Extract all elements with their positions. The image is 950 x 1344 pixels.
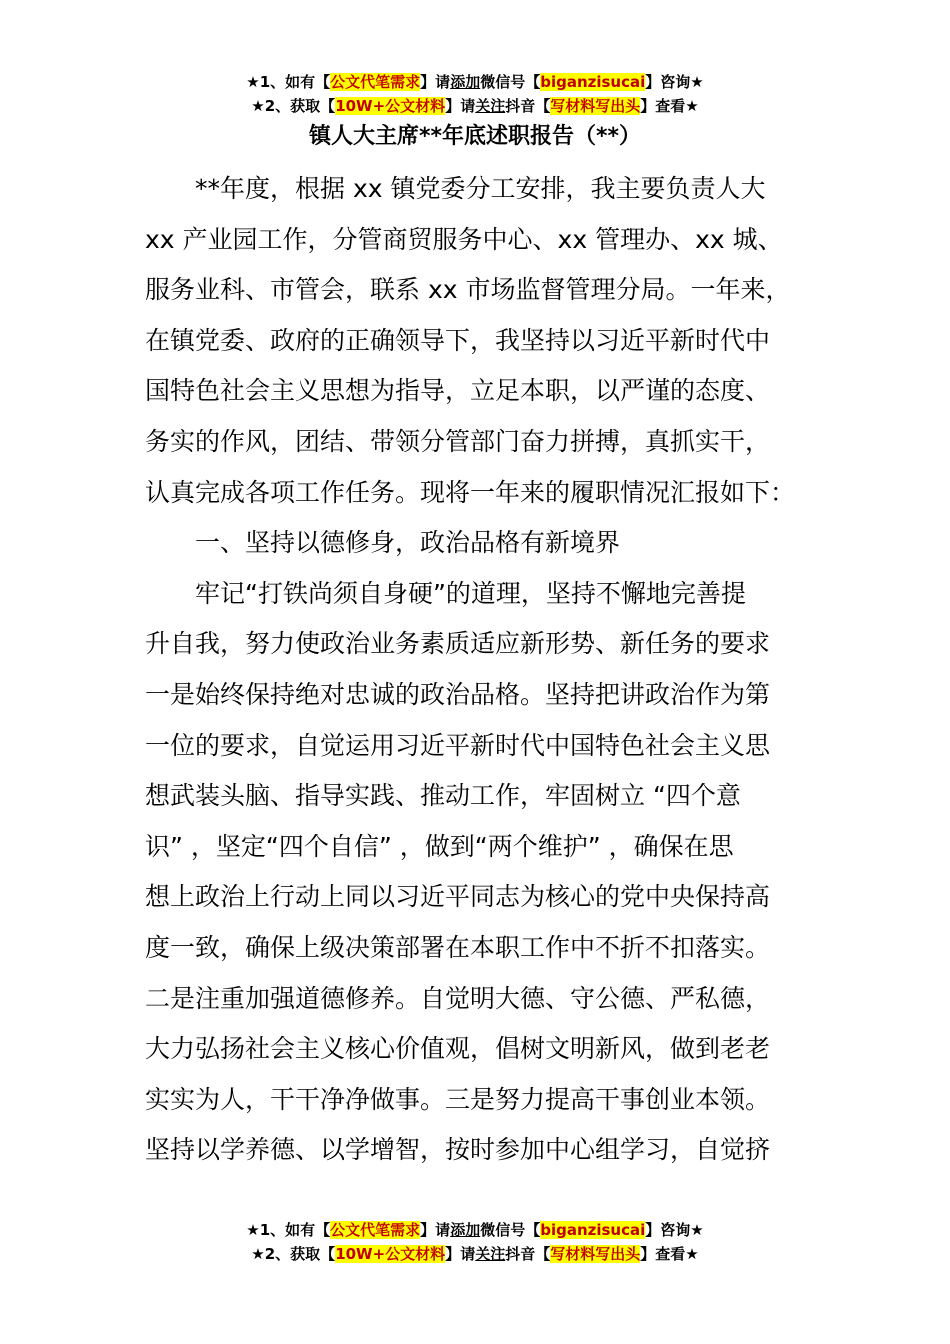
bottom-banner [0, 1218, 950, 1266]
body-line: 牢记“打铁尚须自身硬”的道理，坚持不懈地完善提 [195, 578, 746, 608]
document-title: 镇人大主席**年底述职报告（**） [308, 124, 642, 149]
banner-line-1 [0, 1218, 950, 1242]
body-line: 在镇党委、政府的正确领导下，我坚持以习近平新时代中 [145, 325, 771, 355]
banner-text: 】咨询★ [645, 73, 704, 91]
banner-text: 】咨询★ [645, 1221, 704, 1239]
banner-highlight: 写材料写出头 [550, 97, 641, 115]
body-line: 想上政治上行动上同以习近平同志为核心的党中央保持高 [145, 882, 771, 912]
banner-text: ★1、如有【 [246, 1221, 331, 1239]
body-line: 度一致，确保上级决策部署在本职工作中不折不扣落实。 [145, 932, 771, 962]
banner-text: 抖音【 [505, 97, 551, 115]
body-line: 想武装头脑、指导实践、推动工作，牢固树立 “四个意 [145, 781, 741, 811]
document-body [145, 164, 807, 1176]
body-line: 大力弘扬社会主义核心价值观，倡树文明新风，做到老老 [145, 1034, 771, 1064]
body-line: 认真完成各项工作任务。现将一年来的履职情况汇报如下： [145, 477, 796, 507]
banner-text: 抖音【 [505, 1245, 551, 1263]
banner-highlight: 10W+公文材料 [335, 1245, 446, 1263]
banner-underline: 关注 [475, 1245, 506, 1263]
banner-underline: 关注 [475, 97, 506, 115]
banner-highlight: 写材料写出头 [550, 1245, 641, 1263]
body-line: 一是始终保持绝对忠诚的政治品格。坚持把讲政治作为第 [145, 679, 771, 709]
body-line: 服务业科、市管会，联系 xx 市场监督管理分局。一年来， [145, 275, 791, 305]
body-line: 坚持以学养德、以学增智，按时参加中心组学习，自觉挤 [145, 1135, 771, 1165]
banner-text: 】请 [420, 73, 451, 91]
banner-text: 】查看★ [640, 1245, 699, 1263]
body-line: 务实的作风，团结、带领分管部门奋力拼搏，真抓实干， [145, 426, 771, 456]
body-line: 升自我，努力使政治业务素质适应新形势、新任务的要求 [145, 629, 771, 659]
banner-underline: 添加 [450, 73, 481, 91]
banner-line-2 [0, 1242, 950, 1266]
banner-text: ★2、获取【 [251, 1245, 336, 1263]
banner-text: ★1、如有【 [246, 73, 331, 91]
banner-highlight: 公文代笔需求 [330, 73, 421, 91]
banner-text: 】查看★ [640, 97, 699, 115]
banner-text: 】请 [445, 1245, 476, 1263]
banner-text: 】请 [420, 1221, 451, 1239]
banner-highlight: 公文代笔需求 [330, 1221, 421, 1239]
body-line: 实实为人，干干净净做事。三是努力提高干事创业本领。 [145, 1084, 771, 1114]
banner-line-1 [0, 70, 950, 94]
body-line: 一位的要求，自觉运用习近平新时代中国特色社会主义思 [145, 730, 771, 760]
banner-text: 微信号【 [480, 73, 541, 91]
body-line: 二是注重加强道德修养。自觉明大德、守公德、严私德， [145, 983, 771, 1013]
banner-line-2 [0, 94, 950, 118]
section-heading: 一、坚持以德修身，政治品格有新境界 [195, 528, 621, 558]
body-line: **年度，根据 xx 镇党委分工安排，我主要负责人大 [195, 174, 766, 203]
banner-text: 微信号【 [480, 1221, 541, 1239]
top-banner [0, 70, 950, 118]
body-line: 识” ，坚定“四个自信” ，做到“两个维护” ，确保在思 [145, 831, 734, 861]
banner-highlight: biganzisucai [540, 73, 646, 91]
banner-underline: 添加 [450, 1221, 481, 1239]
body-line: 国特色社会主义思想为指导，立足本职，以严谨的态度、 [145, 376, 771, 406]
banner-highlight: 10W+公文材料 [335, 97, 446, 115]
body-line: xx 产业园工作，分管商贸服务中心、xx 管理办、xx 城、 [145, 224, 783, 254]
banner-text: 】请 [445, 97, 476, 115]
banner-highlight: biganzisucai [540, 1221, 646, 1239]
banner-text: ★2、获取【 [251, 97, 336, 115]
